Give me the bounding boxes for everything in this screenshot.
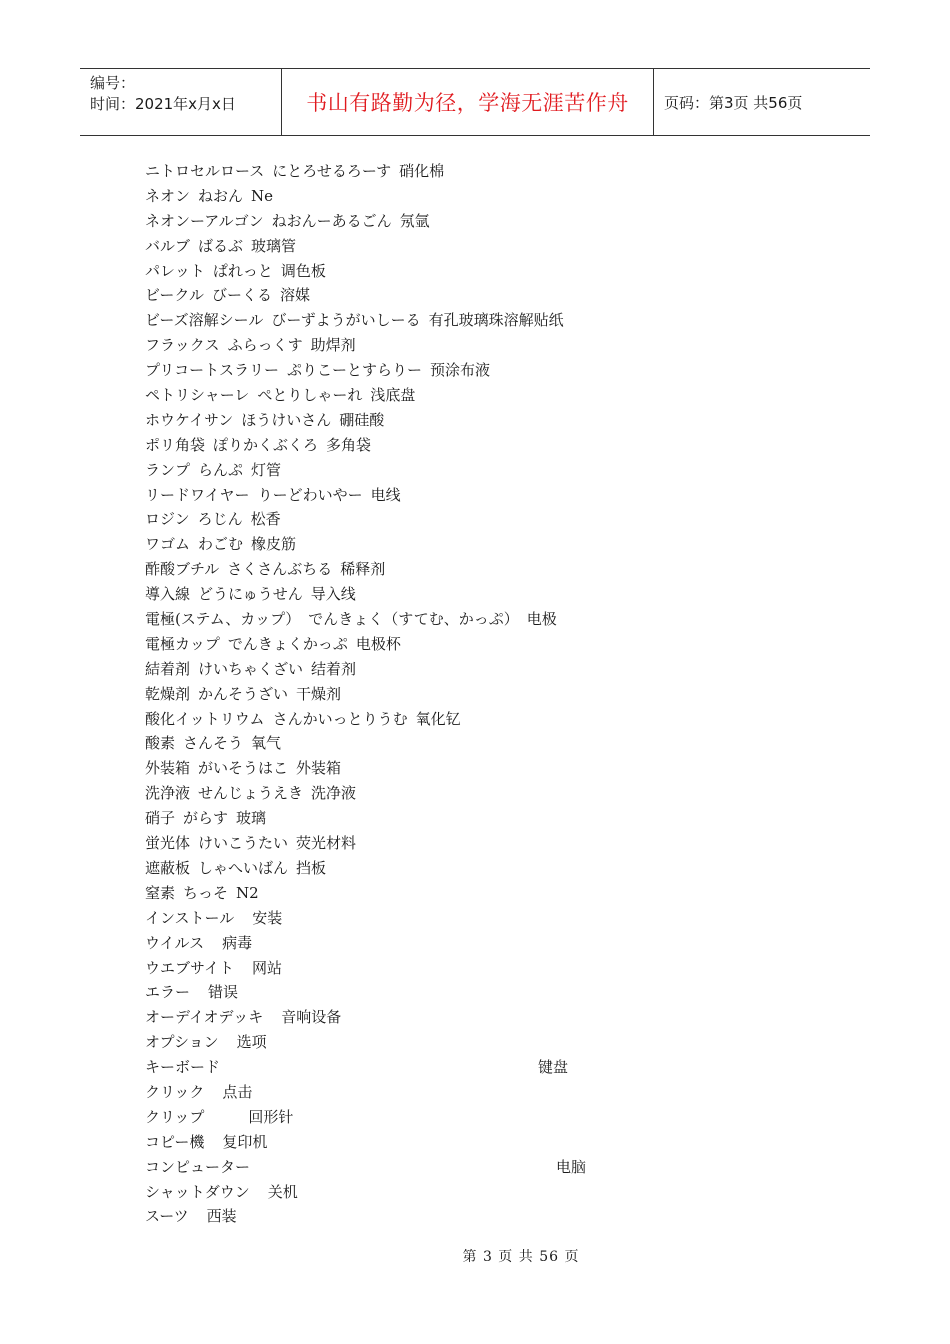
vocab-entry: [145, 931, 845, 956]
entry-reading: せんじょうえき: [198, 784, 304, 803]
entry-meaning: 电极: [526, 610, 557, 629]
entry-term: ウエブサイト: [145, 958, 234, 977]
entry-meaning: 导入线: [310, 585, 356, 604]
vocabulary-list: [145, 159, 845, 1229]
entry-meaning: 回形针: [248, 1107, 294, 1126]
vocab-entry: [145, 557, 845, 582]
entry-reading: けいこうたい: [198, 834, 289, 853]
vocab-entry: [145, 906, 845, 931]
entry-meaning: 多角袋: [326, 435, 372, 454]
entry-meaning: 电脑: [556, 1157, 587, 1176]
entry-term: 電極(ステム、カップ）: [145, 610, 301, 629]
entry-reading: さんかいっとりうむ: [272, 709, 408, 728]
vocab-entry: [145, 259, 845, 284]
vocab-entry: [145, 308, 845, 333]
entry-term: コピー機: [145, 1132, 205, 1151]
entry-term: ポリ角袋: [145, 435, 206, 454]
entry-reading: しゃへいばん: [198, 858, 289, 877]
header-page-cell: [654, 69, 870, 135]
entry-term: ビークル: [145, 286, 204, 305]
vocab-entry: [145, 1155, 845, 1180]
time-label: 时间：2021年x月x日: [90, 95, 236, 113]
vocab-entry: [145, 184, 845, 209]
entry-meaning: 有孔玻璃珠溶解贴纸: [428, 311, 564, 330]
entry-term: 遮蔽板: [145, 858, 191, 877]
entry-reading: らんぷ: [198, 460, 244, 479]
entry-meaning: 助焊剂: [310, 336, 356, 355]
vocab-entry: [145, 209, 845, 234]
entry-meaning: 灯管: [251, 460, 282, 479]
vocab-entry: [145, 980, 845, 1005]
vocab-entry: [145, 532, 845, 557]
entry-meaning: 关机: [267, 1182, 298, 1201]
entry-term: クリップ: [145, 1107, 205, 1126]
entry-term: ランプ: [145, 460, 191, 479]
entry-reading: びーくる: [211, 286, 272, 305]
entry-term: フラックス: [145, 336, 220, 355]
motto-text: 书山有路勤为径，学海无涯苦作舟: [306, 91, 629, 115]
entry-term: エラー: [145, 983, 191, 1002]
entry-term: 結着剤: [145, 659, 191, 678]
entry-term: コンピューター: [145, 1157, 251, 1176]
entry-reading: ろじん: [197, 510, 243, 529]
vocab-entry: [145, 731, 845, 756]
entry-term: 洗浄液: [145, 784, 191, 803]
page-label: 页码：第3页 共56页: [664, 93, 803, 112]
entry-term: インストール: [145, 908, 235, 927]
entry-term: ネオンーアルゴン: [145, 211, 264, 230]
entry-reading: ぱれっと: [212, 261, 273, 280]
entry-meaning: 网站: [251, 958, 282, 977]
vocab-entry: [145, 383, 845, 408]
entry-term: ネオン: [145, 186, 191, 205]
entry-term: プリコートスラリー: [145, 361, 279, 380]
entry-reading: にとろせるろーす: [272, 162, 392, 180]
entry-meaning: 病毒: [222, 933, 253, 952]
header-motto-cell: [282, 69, 654, 135]
vocab-entry: [145, 1030, 845, 1055]
entry-reading: どうにゅうせん: [198, 585, 303, 604]
entry-reading: わごむ: [198, 535, 244, 554]
entry-reading: けいちゃくざい: [198, 659, 304, 678]
entry-meaning: 玻璃: [236, 809, 267, 828]
entry-term: 窒素: [145, 883, 176, 902]
vocab-entry: [145, 333, 845, 358]
entry-reading: ぺとりしゃーれ: [257, 386, 363, 405]
entry-meaning: 硼硅酸: [339, 410, 385, 429]
vocab-entry: [145, 582, 845, 607]
entry-term: ウイルス: [145, 933, 205, 952]
vocab-entry: [145, 507, 845, 532]
vocab-entry: [145, 1130, 845, 1155]
entry-meaning: 溶媒: [279, 286, 310, 305]
entry-meaning: 西装: [206, 1207, 237, 1226]
entry-term: 酸化イットリウム: [145, 709, 265, 728]
entry-term: 硝子: [145, 809, 176, 828]
entry-meaning: 浅底盘: [370, 386, 416, 405]
entry-meaning: 氖氩: [399, 211, 430, 230]
entry-reading: がらす: [183, 809, 229, 828]
page-header: [80, 68, 870, 136]
vocab-entry: [145, 1080, 845, 1105]
entry-meaning: 错误: [208, 983, 239, 1002]
entry-meaning: 安装: [252, 908, 283, 927]
entry-term: クリック: [145, 1082, 205, 1101]
entry-meaning: 荧光材料: [296, 834, 357, 853]
vocab-entry: [145, 1180, 845, 1205]
entry-reading: さくさんぶちる: [227, 560, 333, 579]
vocab-entry: [145, 806, 845, 831]
entry-meaning: Ne: [251, 186, 274, 205]
entry-reading: ねおん: [198, 186, 244, 205]
entry-meaning: 硝化棉: [399, 162, 445, 180]
entry-term: 導入線: [145, 585, 191, 604]
entry-term: バルブ: [145, 236, 191, 255]
entry-term: ホウケイサン: [145, 410, 234, 429]
entry-term: リードワイヤー: [145, 485, 250, 504]
entry-reading: かんそうざい: [198, 684, 289, 703]
vocab-entry: [145, 632, 845, 657]
entry-term: 乾燥剤: [145, 684, 191, 703]
entry-reading: びーずようがいしーる: [271, 311, 421, 330]
entry-meaning: 电极杯: [355, 634, 401, 653]
entry-meaning: 电线: [370, 485, 401, 504]
entry-meaning: 外装箱: [296, 759, 342, 778]
entry-meaning: 音响设备: [281, 1008, 342, 1027]
entry-reading: ちっそ: [183, 883, 229, 902]
entry-meaning: 复印机: [222, 1132, 268, 1151]
entry-meaning: 松香: [250, 510, 281, 529]
footer-page-number: 第 3 页 共 56 页: [462, 1249, 580, 1265]
vocab-entry: [145, 831, 845, 856]
entry-reading: ばるぶ: [198, 236, 244, 255]
entry-reading: ぽりかくぶくろ: [213, 435, 319, 454]
entry-term: ビーズ溶解シール: [145, 311, 264, 330]
entry-term: オプション: [145, 1033, 219, 1052]
entry-meaning: 调色板: [280, 261, 326, 280]
entry-term: ワゴム: [145, 535, 191, 554]
vocab-entry: [145, 781, 845, 806]
entry-term: 酸素: [145, 734, 176, 753]
vocab-entry: [145, 956, 845, 981]
entry-reading: でんきょくかっぷ: [227, 634, 348, 653]
entry-reading: さんそう: [183, 734, 244, 753]
entry-term: 外装箱: [145, 759, 191, 778]
entry-meaning: 结着剂: [311, 659, 357, 678]
entry-meaning: 挡板: [296, 858, 327, 877]
entry-meaning: 选项: [236, 1033, 267, 1052]
vocab-entry: [145, 408, 845, 433]
vocab-entry: [145, 1005, 845, 1030]
entry-reading: ぷりこーとすらりー: [286, 361, 422, 380]
entry-meaning: 玻璃管: [251, 236, 297, 255]
vocab-entry: [145, 283, 845, 308]
entry-term: ロジン: [145, 510, 190, 529]
entry-term: オーデイオデッキ: [145, 1008, 264, 1027]
entry-term: パレット: [145, 261, 205, 280]
vocab-entry: [145, 433, 845, 458]
entry-reading: りーどわいやー: [257, 485, 363, 504]
entry-term: キーボード: [145, 1058, 221, 1077]
vocab-entry: [145, 657, 845, 682]
entry-meaning: 键盘: [538, 1058, 569, 1077]
entry-meaning: 预涂布液: [429, 361, 490, 380]
vocab-entry: [145, 358, 845, 383]
number-label: 编号：: [90, 74, 136, 92]
vocab-entry: [145, 159, 845, 184]
vocab-entry: [145, 483, 845, 508]
entry-meaning: 氧化钇: [415, 709, 461, 728]
vocab-entry: [145, 1055, 845, 1080]
vocab-entry: [145, 756, 845, 781]
entry-term: スーツ: [145, 1207, 189, 1226]
vocab-entry: [145, 881, 845, 906]
vocab-entry: [145, 607, 845, 632]
entry-reading: ねおんーあるごん: [271, 211, 392, 230]
entry-meaning: 干燥剂: [296, 684, 342, 703]
entry-meaning: N2: [236, 883, 259, 902]
vocab-entry: [145, 707, 845, 732]
vocab-entry: [145, 1105, 845, 1130]
entry-reading: ほうけいさん: [241, 410, 332, 429]
entry-term: シャットダウン: [145, 1182, 250, 1201]
entry-term: 電極カップ: [145, 634, 220, 653]
page-footer: [0, 1246, 950, 1266]
vocab-entry: [145, 856, 845, 881]
entry-meaning: 稀释剂: [340, 560, 386, 579]
entry-term: ニトロセルロース: [145, 162, 265, 180]
entry-term: ペトリシャーレ: [145, 386, 250, 405]
entry-meaning: 氧气: [251, 734, 282, 753]
entry-meaning: 点击: [222, 1082, 253, 1101]
vocab-entry: [145, 234, 845, 259]
entry-reading: でんきょく（すてむ、かっぷ）: [308, 610, 519, 629]
header-meta-cell: [80, 69, 282, 135]
entry-reading: ふらっくす: [227, 336, 303, 355]
entry-reading: がいそうはこ: [198, 759, 289, 778]
entry-term: 蛍光体: [145, 834, 191, 853]
vocab-entry: [145, 458, 845, 483]
entry-meaning: 橡皮筋: [251, 535, 297, 554]
vocab-entry: [145, 1204, 845, 1229]
vocab-entry: [145, 682, 845, 707]
entry-meaning: 洗净液: [311, 784, 357, 803]
entry-term: 酢酸ブチル: [145, 560, 220, 579]
